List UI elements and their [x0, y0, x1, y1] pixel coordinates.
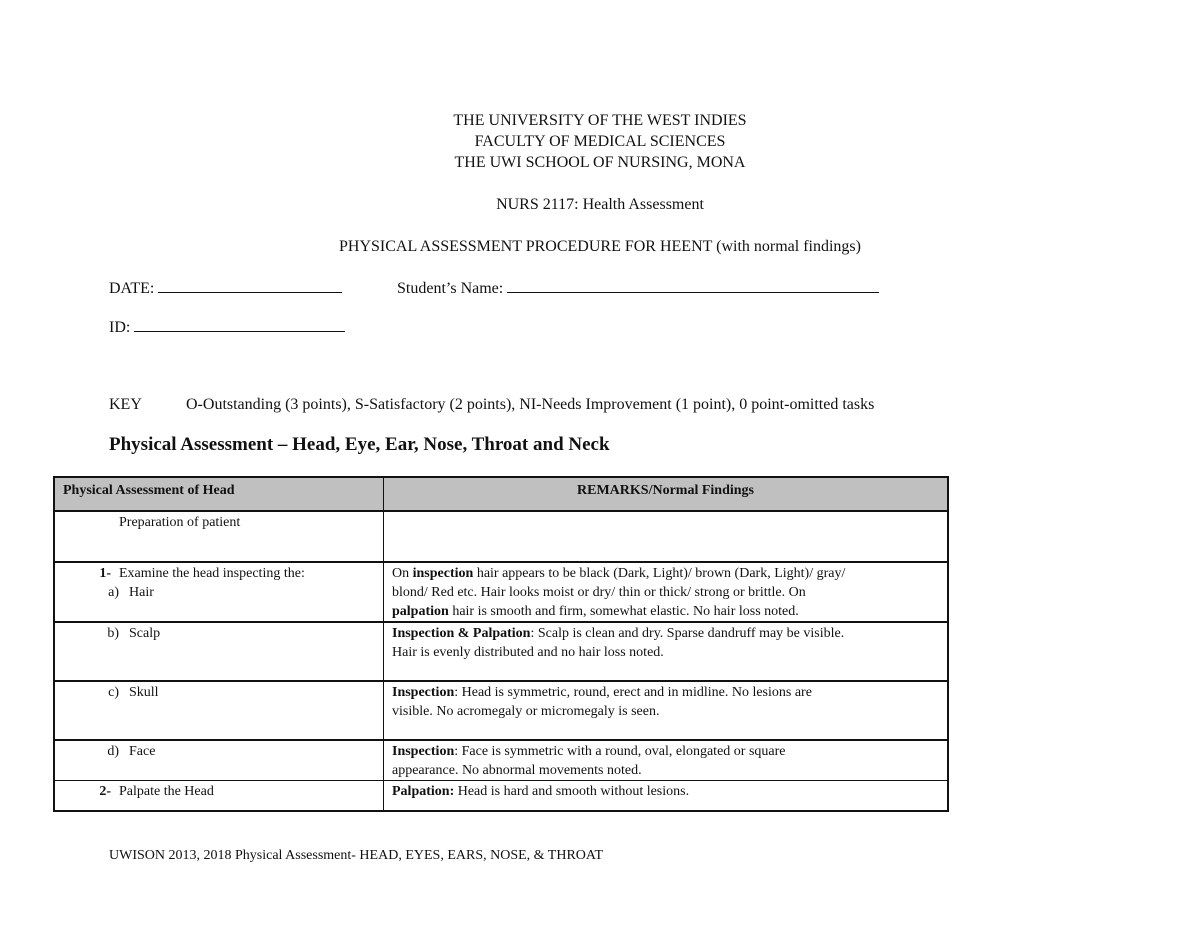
date-field	[109, 278, 342, 299]
remark-text: : Face is symmetric with a round, oval, elongated or square	[454, 744, 786, 759]
sub-step-text: Face	[129, 744, 156, 759]
step-text: Preparation of patient	[119, 515, 241, 530]
sub-letter: d)	[107, 744, 119, 759]
remark-bold: Inspection	[392, 744, 455, 759]
step-text: Palpate the Head	[119, 784, 214, 799]
remark-bold: inspection	[412, 566, 474, 581]
table-row	[54, 562, 948, 622]
sub-step-text: Skull	[129, 685, 159, 700]
section-title: Physical Assessment – Head, Eye, Ear, Nose, Throat and Neck	[109, 434, 610, 455]
date-label: DATE:	[109, 280, 155, 297]
column-header-assessment: Physical Assessment of Head	[54, 477, 384, 511]
school-name: THE UWI SCHOOL OF NURSING, MONA	[454, 154, 746, 171]
row-remark	[384, 740, 949, 781]
remark-bold: Inspection & Palpation	[392, 626, 531, 641]
row-remark	[384, 511, 949, 562]
remark-text: hair appears to be black (Dark, Light)/ brown (Dark, Light)/ gray/	[473, 566, 846, 581]
row-remark	[384, 781, 949, 812]
key-label: KEY	[109, 396, 142, 413]
sub-letter: c)	[108, 685, 119, 700]
row-remark	[384, 562, 949, 622]
course-title: NURS 2117: Health Assessment	[496, 196, 704, 213]
procedure-title: PHYSICAL ASSESSMENT PROCEDURE FOR HEENT (with normal findings)	[339, 238, 861, 255]
page-footer: UWISON 2013, 2018 Physical Assessment- HEAD, EYES, EARS, NOSE, & THROAT	[109, 848, 604, 863]
remark-text: : Scalp is clean and dry. Sparse dandruff may be visible.	[530, 626, 845, 641]
row-step	[54, 562, 384, 622]
remark-text: hair is smooth and firm, somewhat elastic. No hair loss noted.	[448, 604, 799, 619]
row-step	[54, 681, 384, 740]
sub-letter: a)	[108, 585, 119, 600]
remark-text: Head is hard and smooth without lesions.	[454, 784, 690, 799]
row-remark	[384, 681, 949, 740]
table-row	[54, 681, 948, 740]
table-row	[54, 740, 948, 781]
table-row	[54, 511, 948, 562]
row-remark	[384, 622, 949, 681]
university-name: THE UNIVERSITY OF THE WEST INDIES	[453, 112, 747, 129]
sub-letter: b)	[107, 626, 119, 641]
sub-step-text: Hair	[129, 585, 154, 600]
remark-text: visible. No acromegaly or micromegaly is seen.	[392, 704, 660, 719]
faculty-name: FACULTY OF MEDICAL SCIENCES	[474, 133, 726, 150]
id-blank[interactable]	[134, 317, 345, 332]
remark-bold: palpation	[392, 604, 449, 619]
table-row	[54, 622, 948, 681]
remark-bold: Inspection	[392, 685, 455, 700]
row-step	[54, 622, 384, 681]
step-number: 1-	[99, 566, 111, 581]
row-step	[54, 511, 384, 562]
student-name-field	[397, 278, 879, 299]
remark-text: : Head is symmetric, round, erect and in midline. No lesions are	[454, 685, 812, 700]
id-field	[109, 317, 345, 338]
remark-text: Hair is evenly distributed and no hair loss noted.	[392, 645, 664, 660]
student-name-label: Student’s Name:	[397, 280, 504, 297]
sub-step-text: Scalp	[129, 626, 161, 641]
table-row	[54, 781, 948, 812]
remark-text: On	[392, 566, 413, 581]
date-blank[interactable]	[158, 278, 342, 293]
table-header-row	[54, 477, 948, 511]
key-text: O-Outstanding (3 points), S-Satisfactory (2 points), NI-Needs Improvement (1 point), 0 point-omitted tasks	[186, 396, 875, 413]
step-number: 2-	[99, 784, 111, 799]
remark-bold: Palpation:	[392, 784, 455, 799]
remark-text: blond/ Red etc. Hair looks moist or dry/ thin or thick/ strong or brittle. On	[392, 585, 806, 600]
student-name-blank[interactable]	[507, 278, 879, 293]
row-step	[54, 740, 384, 781]
id-label: ID:	[109, 319, 131, 336]
step-text: Examine the head inspecting the:	[119, 566, 305, 581]
assessment-table	[53, 476, 949, 812]
column-header-remarks: REMARKS/Normal Findings	[384, 477, 949, 511]
row-step	[54, 781, 384, 812]
remark-text: appearance. No abnormal movements noted.	[392, 763, 642, 778]
